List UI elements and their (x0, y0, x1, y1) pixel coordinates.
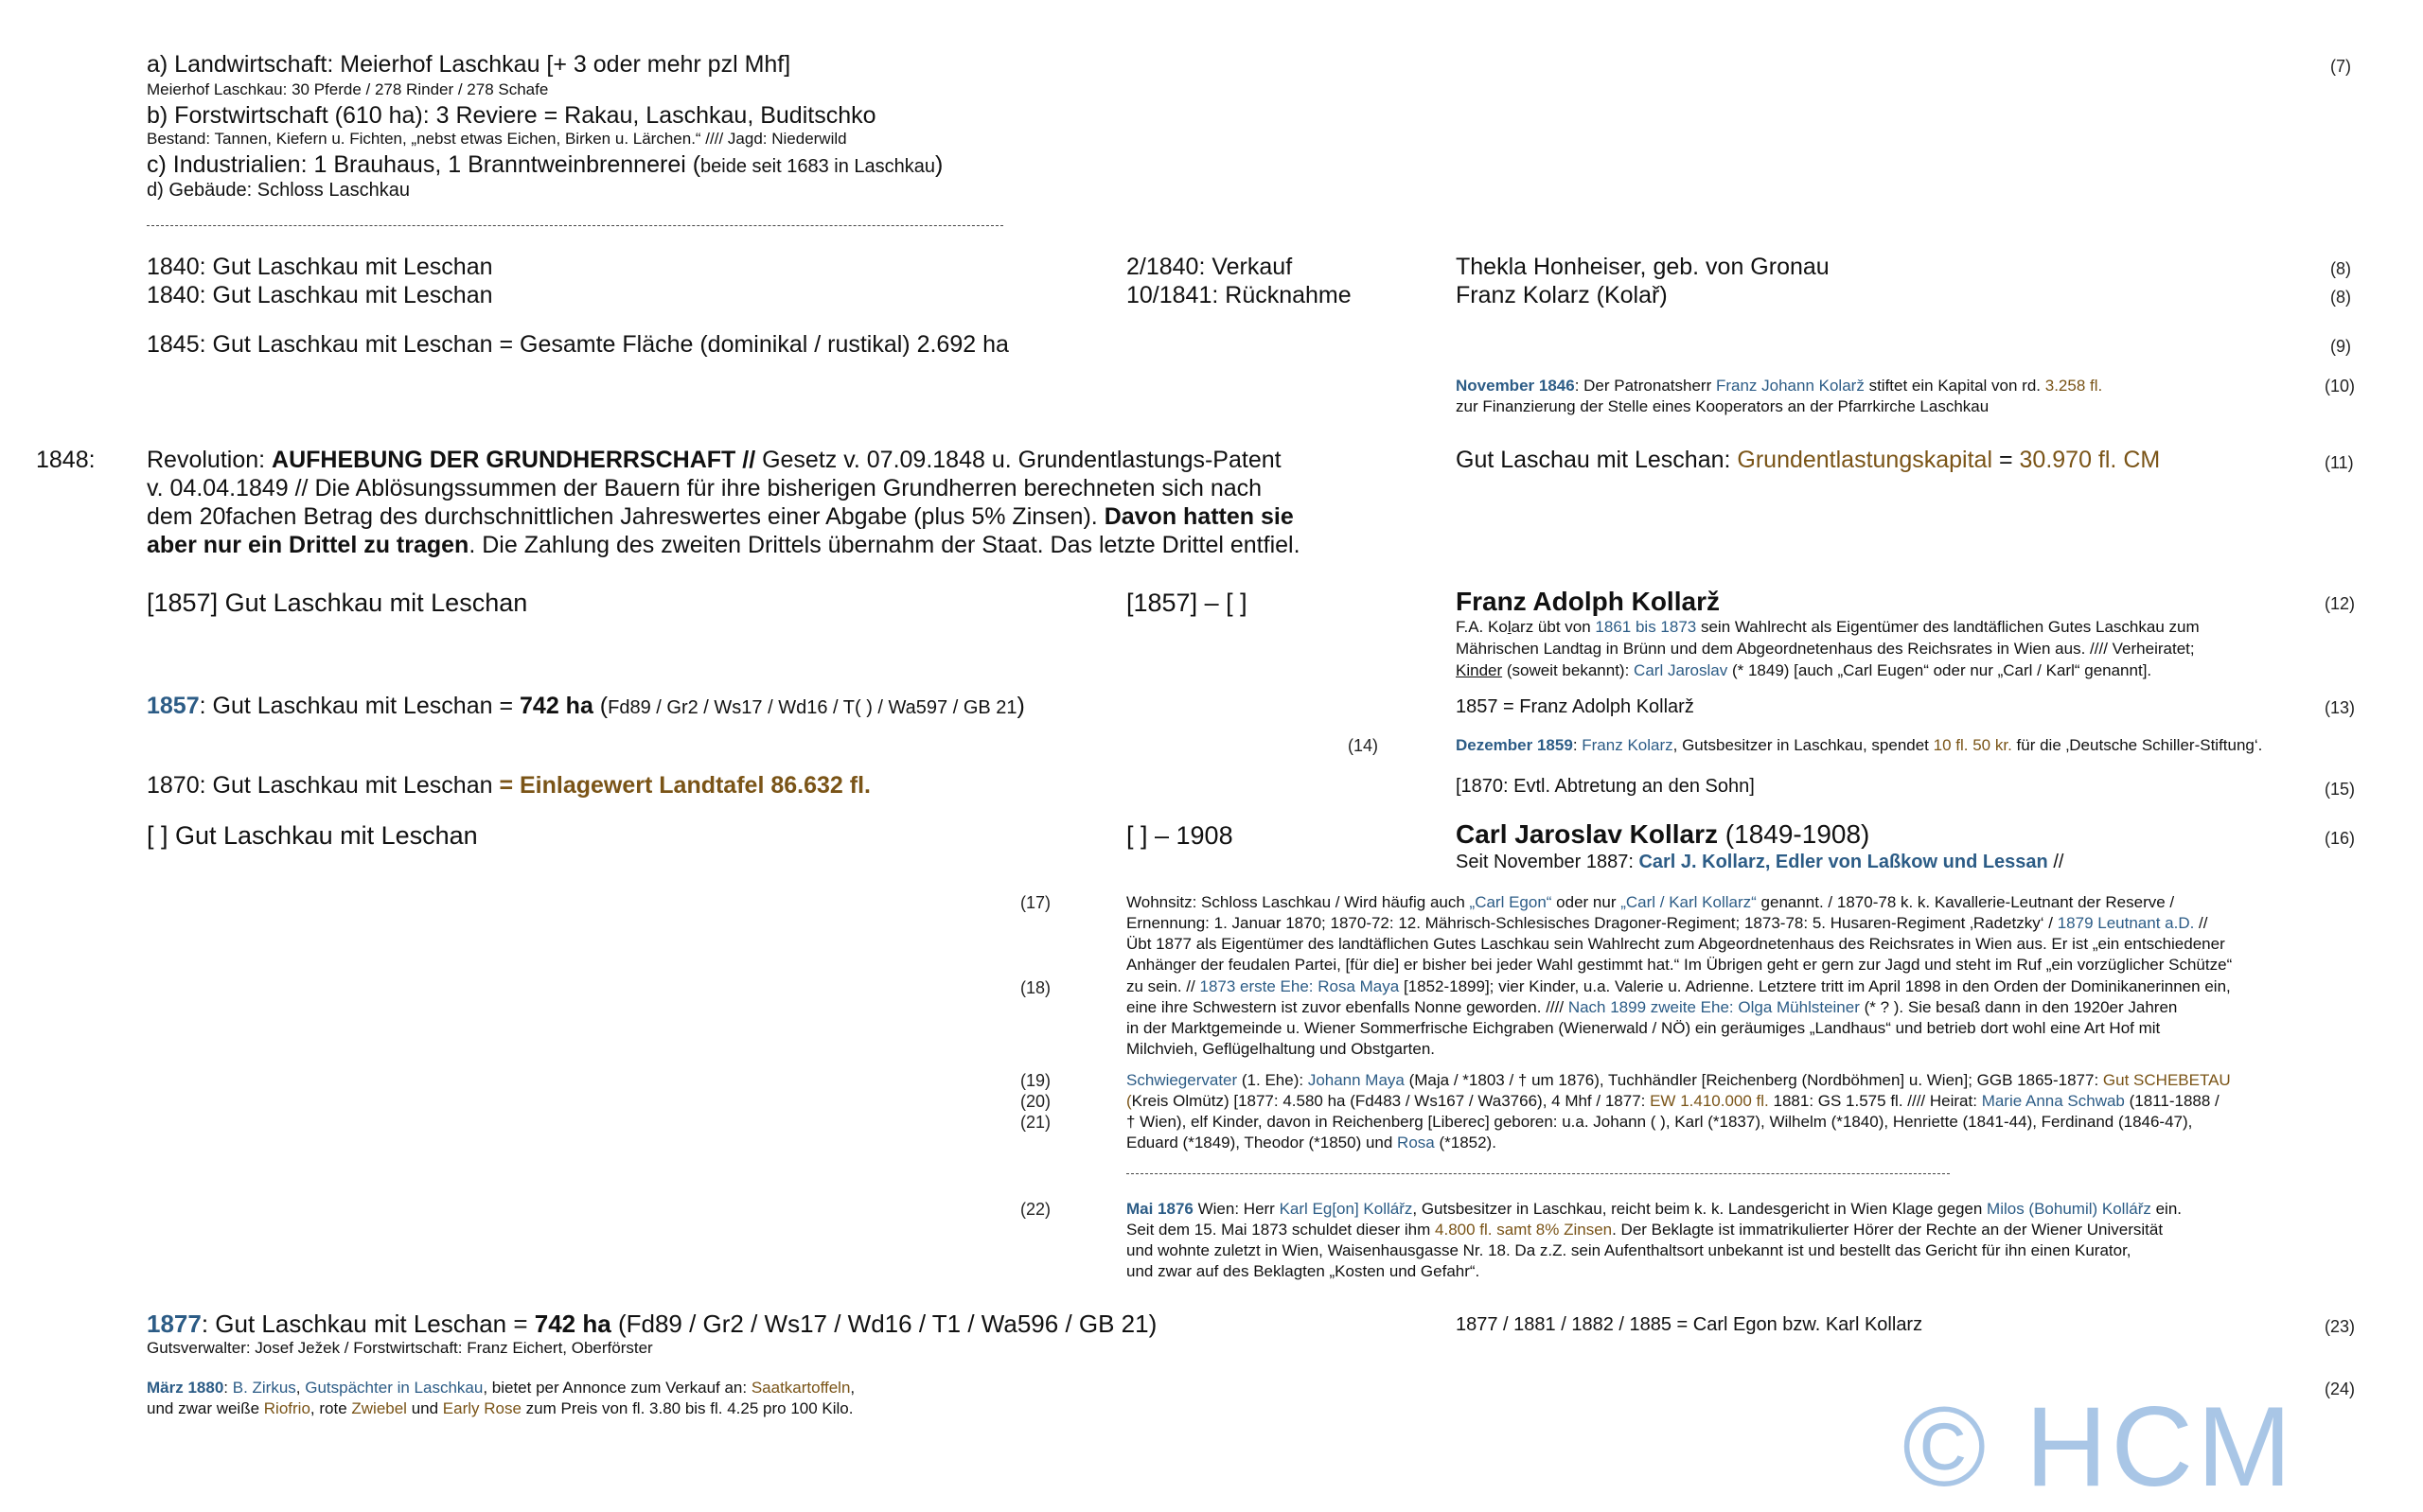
t: sein Wahlrecht als Eigentümer des landtäflichen Gutes Laschkau zum (1696, 618, 2200, 636)
footnote-20: (20) (1020, 1092, 1052, 1111)
note-1846-line2: zur Finanzierung der Stelle eines Kooperators an der Pfarrkirche Laschkau (1456, 397, 1990, 415)
wohn-line3: Übt 1877 als Eigentümer des landtäflichen Gutes Laschkau sein Wahlrecht zum Abgeordnetenhaus des Reichsrates in Wien aus. Er ist „ein entschiedener (1126, 935, 2225, 953)
leutnant: 1879 Leutnant a.D. (2057, 914, 2195, 932)
wohn-line1 (1126, 892, 2174, 913)
row-1877-right: 1877 / 1881 / 1882 / 1885 = Carl Egon bzw. Karl Kollarz (1456, 1314, 1923, 1335)
t: (soweit bekannt): (1502, 661, 1635, 679)
footnote-23: (23) (2325, 1317, 2356, 1336)
mai-line2 (1126, 1220, 2163, 1240)
row-1840b-left: 1840: Gut Laschkau mit Leschan (147, 282, 493, 308)
schwiegervater-label: Schwiegervater (1126, 1071, 1238, 1089)
line-b-sub: Bestand: Tannen, Kiefern u. Fichten, „nebst etwas Eichen, Birken u. Lärchen.“ //// Jagd: Niederwild (147, 130, 847, 148)
grundentlastung-label: Grundentlastungskapital (1737, 447, 1993, 473)
row-1840b-mid: 10/1841: Rücknahme (1126, 282, 1352, 308)
year-1857: 1857 (147, 693, 200, 719)
t: Eduard (*1849), Theodor (*1850) und (1126, 1134, 1398, 1152)
t: ( (592, 693, 609, 719)
t: Ernennung: 1. Januar 1870; 1870-72: 12. Mährisch-Schlesisches Dragoner-Regiment; 1873-78: 5. Husaren-Regiment ‚Radetzky‘ / (1126, 914, 2058, 932)
schw-line1 (1126, 1070, 2231, 1091)
note-1880-line2 (147, 1398, 854, 1419)
t: [1852-1899]; vier Kinder, u.a. Valerie u. Adrienne. Letztere tritt im April 1898 in den Orden der Dominikanerinnen ein, (1399, 977, 2231, 995)
footnote-16: (16) (2325, 829, 2356, 848)
franz-adolph-line1 (1456, 617, 2200, 638)
line-a-landwirtschaft: a) Landwirtschaft: Meierhof Laschkau [+ 3 oder mehr pzl Mhf] (147, 51, 791, 78)
row-1840a-left: 1840: Gut Laschkau mit Leschan (147, 254, 493, 280)
footnote-22: (22) (1020, 1200, 1052, 1219)
footnote-8a: (8) (2330, 259, 2351, 278)
t: zu sein. // (1126, 977, 1200, 995)
wohn-line8: Milchvieh, Geflügelhaltung und Obstgarten. (1126, 1040, 1436, 1058)
t: und zwar weiße (147, 1399, 264, 1417)
t: , (295, 1379, 306, 1397)
t: oder nur (1551, 893, 1621, 911)
rev-heading: AUFHEBUNG DER GRUNDHERRSCHAFT // (272, 447, 756, 473)
footnote-12: (12) (2325, 594, 2356, 613)
t: , Gutsbesitzer in Laschkau, spendet (1672, 736, 1934, 754)
line-a-sub: Meierhof Laschkau: 30 Pferde / 278 Rinder / 278 Schafe (147, 80, 549, 98)
t: (Fd89 / Gr2 / Ws17 / Wd16 / T1 / Wa596 / GB 21) (610, 1310, 1158, 1338)
footnote-8b: (8) (2330, 288, 2351, 307)
line-c-industrialien (147, 151, 943, 179)
note-1846-line1 (1456, 376, 2102, 396)
child-name: Carl Jaroslav (1634, 661, 1728, 679)
footnote-21: (21) (1020, 1113, 1052, 1132)
year-1877: 1877 (147, 1310, 202, 1338)
second-marriage: Nach 1899 zweite Ehe: Olga Mühlsteiner (1567, 998, 1860, 1016)
divider-mid (1126, 1173, 1950, 1174)
t: Seit dem 15. Mai 1873 schuldet dieser ihm (1126, 1221, 1436, 1239)
t: dem 20fachen Betrag des durchschnittlichen Jahreswertes einer Abgabe (plus 5% Zinsen). (147, 503, 1105, 530)
t-underlined: l (1507, 618, 1512, 636)
t: Gut Laschau mit Leschan: (1456, 447, 1738, 473)
note-1880-date: März 1880 (147, 1379, 224, 1397)
note-1846-date: November 1846 (1456, 377, 1575, 395)
area-742: 742 ha (520, 693, 593, 719)
t: zum Preis von fl. 3.80 bis fl. 4.25 pro 100 Kilo. (521, 1399, 854, 1417)
t: arz übt von (1511, 618, 1596, 636)
note-1859-amount: 10 fl. 50 kr. (1933, 736, 2012, 754)
t: 1870: Gut Laschkau mit Leschan (147, 772, 500, 799)
line-b-forstwirtschaft: b) Forstwirtschaft (610 ha): 3 Reviere = Rakau, Laschkau, Buditschko (147, 102, 876, 129)
area-742: 742 ha (534, 1310, 611, 1338)
footnote-14: (14) (1348, 736, 1379, 755)
row-1840a-right: Thekla Honheiser, geb. von Gronau (1456, 254, 1830, 280)
row-carl-left: [ ] Gut Laschkau mit Leschan (147, 821, 478, 850)
t: (1811-1888 / (2124, 1092, 2220, 1110)
area-detail: Fd89 / Gr2 / Ws17 / Wd16 / T( ) / Wa597 / GB 21 (608, 697, 1017, 718)
zwiebel: Zwiebel (351, 1399, 407, 1417)
name-carl-jaroslav (1456, 819, 1869, 850)
alias-carl-karl: „Carl / Karl Kollarz“ (1620, 893, 1757, 911)
footnote-11: (11) (2325, 453, 2354, 472)
first-marriage: 1873 erste Ehe: Rosa Maya (1199, 977, 1400, 995)
t: Wohnsitz: Schloss Laschkau / Wird häufig auch (1126, 893, 1470, 911)
year-1848: 1848: (36, 447, 96, 473)
line-d-gebaeude: d) Gebäude: Schloss Laschkau (147, 180, 410, 201)
row-1857-mid: [1857] – [ ] (1126, 589, 1247, 617)
note-1859-date: Dezember 1859 (1456, 736, 1573, 754)
t: , (850, 1379, 856, 1397)
t: (* 1849) [auch „Carl Eugen“ oder nur „Carl / Karl“ genannt]. (1727, 661, 2152, 679)
row-1857-left: [1857] Gut Laschkau mit Leschan (147, 589, 528, 617)
t: 1881: GS 1.575 fl. //// Heirat: (1768, 1092, 1982, 1110)
row-1840b-right: Franz Kolarz (Kolař) (1456, 282, 1668, 308)
t: Seit November 1887: (1456, 852, 1639, 872)
t: eine ihre Schwestern ist zuvor ebenfalls Nonne geworden. //// (1126, 998, 1568, 1016)
t: , rote (310, 1399, 352, 1417)
debt-amount: 4.800 fl. samt 8% Zinsen (1435, 1221, 1613, 1239)
note-1859 (1456, 735, 2262, 756)
t: Wien: Herr (1193, 1200, 1280, 1218)
t: (Maja / *1803 / † um 1876), Tuchhändler [Reichenberg (Nordböhmen] u. Wien]; GGB 1865-1877: (1404, 1071, 2103, 1089)
footnote-7: (7) (2330, 57, 2351, 76)
mai-line4: und zwar auf des Beklagten „Kosten und Gefahr“. (1126, 1262, 1480, 1280)
row-1877-sub: Gutsverwalter: Josef Ježek / Forstwirtschaft: Franz Eichert, Oberförster (147, 1339, 653, 1357)
milos-kollarz: Milos (Bohumil) Kollářz (1987, 1200, 2151, 1218)
c-main: c) Industrialien: 1 Brauhaus, 1 Branntweinbrennerei ( (147, 151, 701, 178)
row-1857-figures (147, 693, 1025, 720)
row-1870 (147, 772, 871, 800)
wohn-line7: in der Marktgemeinde u. Wiener Sommerfrische Eichgraben (Wienerwald / NÖ) ein geräumiges „Landhaus“ und betrieb dort wohl eine Art Hof mit (1126, 1019, 2161, 1037)
row-1857-right: 1857 = Franz Adolph Kollarž (1456, 696, 1694, 717)
row-1845: 1845: Gut Laschkau mit Leschan = Gesamte Fläche (dominikal / rustikal) 2.692 ha (147, 331, 1009, 358)
mai-1876-date: Mai 1876 (1126, 1200, 1194, 1218)
t: // (2194, 914, 2208, 932)
t: . Die Zahlung des zweiten Drittels übernahm der Staat. Das letzte Drittel entfiel. (469, 532, 1300, 558)
t: : (223, 1379, 233, 1397)
footnote-13: (13) (2325, 698, 2356, 717)
t: : (1572, 736, 1583, 754)
riofrio: Riofrio (263, 1399, 310, 1417)
t: Revolution: (147, 447, 273, 473)
note-1846-name: Franz Johann Kolarž (1715, 377, 1865, 395)
t: genannt. / 1870-78 k. k. Kavallerie-Leutnant der Reserve / (1756, 893, 2175, 911)
footnote-17: (17) (1020, 893, 1052, 912)
row-1840a-mid: 2/1840: Verkauf (1126, 254, 1293, 280)
wohn-line6 (1126, 997, 2177, 1018)
einlagewert-schebetau: EW 1.410.000 fl. (1650, 1092, 1769, 1110)
footnote-18: (18) (1020, 978, 1052, 997)
schw-line4 (1126, 1133, 1496, 1153)
t: : Gut Laschkau mit Leschan = (201, 1310, 535, 1338)
grundentlastung (1456, 447, 2160, 474)
t: . Der Beklagte ist immatrikulierter Hörer der Rechte an der Wiener Universität (1612, 1221, 2164, 1239)
wohn-line4: Anhänger der feudalen Partei, [für die] er bisher bei jeder Wahl gestimmt hat.“ Im Übrigen geht er gern zur Jagd und steht im Ruf „ein vorzüglicher Schütze“ (1126, 956, 2233, 974)
note-1846-amount: 3.258 fl. (2044, 377, 2103, 395)
carl-name: Carl Jaroslav Kollarz (1456, 819, 1719, 849)
c-end: ) (935, 151, 944, 178)
t: ein. (2150, 1200, 2182, 1218)
row-carl-mid: [ ] – 1908 (1126, 821, 1233, 850)
t: Gesetz v. 07.09.1848 u. Grundentlastungs-Patent (755, 447, 1282, 473)
schw-line3: † Wien), elf Kinder, davon in Reichenberg [Liberec] geboren: u.a. Johann ( ), Karl (*1837), Wilhelm (*1840), Henriette (1841-44), Ferdinand (1846-47), (1126, 1113, 2193, 1131)
saatkartoffeln: Saatkartoffeln (751, 1379, 851, 1397)
divider-top (147, 225, 1003, 226)
carl-years: (1849-1908) (1718, 819, 1870, 849)
marie-anna-schwab: Marie Anna Schwab (1981, 1092, 2125, 1110)
footnote-24: (24) (2325, 1380, 2356, 1398)
watermark-hcm: © HCM (1902, 1383, 2296, 1510)
row-1870-right: [1870: Evtl. Abtretung an den Sohn] (1456, 776, 1755, 797)
early-rose: Early Rose (442, 1399, 522, 1417)
row-1877 (147, 1310, 1157, 1339)
rosa: Rosa (1397, 1134, 1435, 1152)
t: ( (1126, 1092, 1132, 1110)
wohn-line2 (1126, 913, 2208, 934)
kinder-label: Kinder (1456, 661, 1503, 679)
footnote-9: (9) (2330, 337, 2351, 356)
rev-1848-line3 (147, 503, 1294, 531)
alias-carl-egon: „Carl Egon“ (1469, 893, 1552, 911)
c-small: beide seit 1683 in Laschkau (700, 156, 936, 177)
t: für die ‚Deutsche Schiller-Stiftung‘. (2011, 736, 2263, 754)
footnote-10: (10) (2325, 377, 2356, 396)
t: , bietet per Annonce zum Verkauf an: (483, 1379, 752, 1397)
t: ) (1017, 693, 1025, 719)
carl-title-line (1456, 852, 2063, 873)
t: (*1852). (1434, 1134, 1496, 1152)
name-franz-adolph: Franz Adolph Kollarž (1456, 587, 1720, 616)
t: // (2047, 852, 2064, 872)
karl-egon: Karl Eg[on] Kollářz (1279, 1200, 1413, 1218)
gutspaechter: Gutspächter in Laschkau (305, 1379, 484, 1397)
years-blue: 1861 bis 1873 (1595, 618, 1697, 636)
footnote-19: (19) (1020, 1071, 1052, 1090)
t: und (406, 1399, 443, 1417)
t: (1. Ehe): (1237, 1071, 1308, 1089)
mai-line1 (1126, 1199, 2182, 1220)
note-1880-line1 (147, 1378, 855, 1398)
t: (* ? ). Sie besaß dann in den 1920er Jahren (1859, 998, 2178, 1016)
johann-maya: Johann Maya (1307, 1071, 1405, 1089)
einlagewert: = Einlagewert Landtafel 86.632 fl. (499, 772, 871, 799)
t: stiftet ein Kapital von rd. (1864, 377, 2045, 395)
t: : Der Patronatsherr (1574, 377, 1716, 395)
gut-schebetau: Gut SCHEBETAU (2102, 1071, 2231, 1089)
franz-adolph-line3 (1456, 660, 2151, 681)
t: = (1992, 447, 2020, 473)
t: : Gut Laschkau mit Leschan = (199, 693, 521, 719)
rev-1848-line1 (147, 447, 1282, 474)
wohn-line5 (1126, 976, 2231, 997)
t-bold: aber nur ein Drittel zu tragen (147, 532, 469, 558)
footnote-15: (15) (2325, 780, 2356, 799)
b-zirkus: B. Zirkus (232, 1379, 296, 1397)
grundentlastung-value: 30.970 fl. CM (2019, 447, 2161, 473)
schw-line2 (1126, 1091, 2220, 1112)
franz-adolph-line2: Mährischen Landtag in Brünn und dem Abgeordnetenhaus des Reichsrates in Wien aus. //// Verheiratet; (1456, 640, 2195, 658)
rev-1848-line4 (147, 532, 1300, 559)
rev-1848-line2: v. 04.04.1849 // Die Ablösungssummen der Bauern für ihre bisherigen Grundherren berechneten sich nach (147, 475, 1263, 501)
t: Kreis Olmütz) [1877: 4.580 ha (Fd483 / Ws167 / Wa3766), 4 Mhf / 1877: (1131, 1092, 1651, 1110)
t: , Gutsbesitzer in Laschkau, reicht beim k. k. Landesgericht in Wien Klage gegen (1412, 1200, 1988, 1218)
mai-line3: und wohnte zuletzt in Wien, Waisenhausgasse Nr. 18. Da z.Z. sein Aufenthaltsort unbekannt ist und bestellt das Gericht für ihn einen Kurator, (1126, 1241, 2131, 1259)
t-bold: Davon hatten sie (1104, 503, 1294, 530)
note-1859-name: Franz Kolarz (1582, 736, 1673, 754)
carl-noble-title: Carl J. Kollarz, Edler von Laßkow und Lessan (1638, 852, 2048, 872)
t: F.A. Ko (1456, 618, 1508, 636)
